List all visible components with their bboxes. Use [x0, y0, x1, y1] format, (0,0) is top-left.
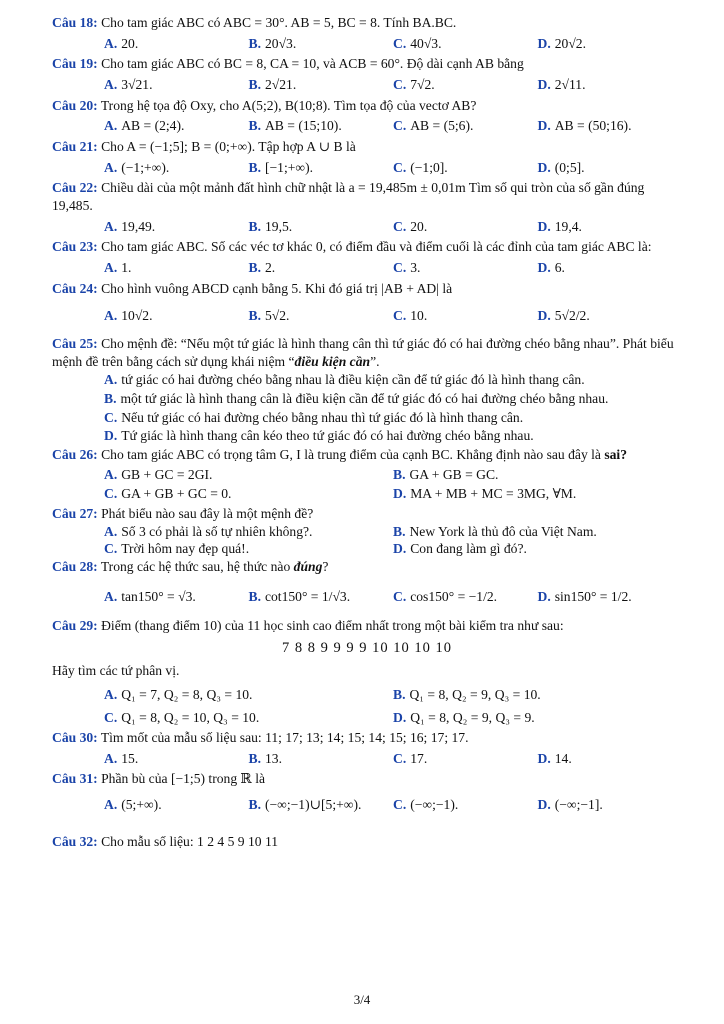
- option-d[interactable]: D. MA + MB + MC = 3MG, ∀M.: [393, 486, 577, 502]
- option-c[interactable]: C. Trời hôm nay đẹp quá!.: [104, 541, 250, 557]
- question-stem: Cho tam giác ABC có ABC = 30°. AB = 5, BC = 8. Tính BA.BC.: [97, 15, 457, 30]
- option-c[interactable]: C. 10.: [393, 308, 428, 324]
- option-a[interactable]: A. GB + GC = 2GI.: [104, 466, 213, 482]
- question-31: [52, 770, 682, 788]
- option-b[interactable]: B. 13.: [248, 750, 282, 766]
- emphasis-text: đúng: [293, 559, 323, 575]
- question-stem: Cho mẫu số liệu: 1 2 4 5 9 10 11: [97, 833, 279, 849]
- option-d[interactable]: D. (−∞;−1].: [537, 797, 603, 813]
- question-29: [52, 617, 682, 635]
- question-stem: Trong các hệ thức sau, hệ thức nào: [97, 559, 294, 575]
- question-stem: Cho hình vuông ABCD cạnh bằng 5. Khi đó giá trị |AB + AD| là: [97, 280, 453, 296]
- answer-options: [52, 371, 682, 445]
- answer-options: [52, 76, 682, 94]
- option-a[interactable]: A. Q₁ = 7, Q₂ = 8, Q₃ = 10.: [104, 686, 253, 702]
- emphasis-text: sai?: [604, 447, 628, 463]
- question-instruction: Hãy tìm các tứ phân vị.: [52, 663, 180, 678]
- question-stem: Phát biểu nào sau đây là một mệnh đề?: [97, 506, 314, 522]
- page-number: 3/4: [353, 992, 371, 1007]
- option-b[interactable]: B. 2.: [248, 260, 276, 276]
- option-d[interactable]: D. (0;5].: [537, 159, 585, 175]
- option-c[interactable]: C. Nếu tứ giác có hai đường chéo bằng nhau thì tứ giác đó là hình thang cân.: [104, 409, 524, 425]
- question-stem: Cho A = (−1;5]; B = (0;+∞). Tập hợp A ∪ B là: [97, 139, 356, 155]
- option-c[interactable]: C. (−∞;−1).: [393, 797, 459, 813]
- question-26: [52, 446, 682, 464]
- option-c[interactable]: C. 17.: [393, 750, 428, 766]
- option-b[interactable]: B. [−1;+∞).: [248, 159, 314, 175]
- option-b[interactable]: B. 5√2.: [248, 308, 290, 324]
- question-number: Câu 27:: [52, 506, 98, 522]
- option-b[interactable]: B. Q₁ = 8, Q₂ = 9, Q₃ = 10.: [393, 686, 541, 702]
- option-c[interactable]: C. AB = (5;6).: [393, 118, 474, 134]
- question-number: Câu 31:: [52, 771, 98, 787]
- question-23: [52, 238, 682, 256]
- question-number: Câu 18:: [52, 15, 98, 30]
- answer-options: [52, 307, 682, 325]
- option-d[interactable]: D. 14.: [537, 750, 572, 766]
- option-b[interactable]: B. New York là thủ đô của Việt Nam.: [393, 523, 597, 539]
- option-d[interactable]: D. Con đang làm gì đó?.: [393, 541, 527, 557]
- question-number: Câu 29:: [52, 618, 98, 634]
- answer-options: [52, 796, 682, 814]
- question-number: Câu 20:: [52, 97, 98, 113]
- option-c[interactable]: C. (−1;0].: [393, 159, 448, 175]
- question-number: Câu 24:: [52, 280, 98, 296]
- option-d[interactable]: D. 2√11.: [537, 77, 586, 93]
- option-a[interactable]: A. 20.: [104, 35, 139, 51]
- question-stem: Cho tam giác ABC có trọng tâm G, I là trung điểm của cạnh BC. Khẳng định nào sau đây là: [97, 447, 605, 463]
- answer-options: [52, 35, 682, 53]
- answer-options: [52, 588, 682, 606]
- option-d[interactable]: D. 19,4.: [537, 218, 582, 234]
- option-c[interactable]: C. 20.: [393, 218, 428, 234]
- option-b[interactable]: B. 19,5.: [248, 218, 293, 234]
- answer-options: [52, 218, 682, 236]
- exam-page: [52, 14, 682, 850]
- option-c[interactable]: C. 40√3.: [393, 35, 442, 51]
- option-d[interactable]: D. Q₁ = 8, Q₂ = 9, Q₃ = 9.: [393, 710, 535, 726]
- question-stem: Cho mệnh đề: “Nếu một tứ giác là hình thang cân thì tứ giác đó có hai đường chéo bằng nhau”. Phát biểu mệnh đề trên bằng cách sử dụng khái niệm “: [52, 336, 674, 369]
- option-a[interactable]: A. 10√2.: [104, 308, 153, 324]
- answer-options-row: [52, 686, 682, 704]
- option-b[interactable]: B. cot150° = 1/√3.: [248, 588, 351, 604]
- question-stem: Chiều dài của một mảnh đất hình chữ nhật là a = 19,485m ± 0,01m Tìm số qui tròn của số gần đúng 19,485.: [52, 180, 645, 214]
- question-20: [52, 97, 682, 115]
- question-32: [52, 833, 682, 851]
- question-number: Câu 23:: [52, 239, 98, 255]
- question-stem: Tìm mốt của mẫu số liệu sau: 11; 17; 13; 14; 15; 14; 15; 16; 17; 17.: [97, 730, 469, 746]
- option-b[interactable]: B. 20√3.: [248, 35, 297, 51]
- option-a[interactable]: A. 1.: [104, 260, 132, 276]
- question-number: Câu 32:: [52, 833, 98, 849]
- question-stem: Phần bù của [−1;5) trong ℝ là: [97, 771, 266, 787]
- option-c[interactable]: C. GA + GB + GC = 0.: [104, 486, 232, 502]
- emphasis-text: điều kiện cần: [294, 353, 371, 369]
- option-c[interactable]: C. Q₁ = 8, Q₂ = 10, Q₃ = 10.: [104, 710, 260, 726]
- option-d[interactable]: D. 6.: [537, 260, 565, 276]
- question-number: Câu 25:: [52, 336, 98, 352]
- question-stem: Trong hệ tọa độ Oxy, cho A(5;2), B(10;8). Tìm tọa độ của vectơ AB?: [97, 97, 477, 113]
- question-stem: Điểm (thang điểm 10) của 11 học sinh cao điểm nhất trong một bài kiểm tra như sau:: [97, 618, 564, 634]
- question-number: Câu 26:: [52, 447, 98, 463]
- answer-options-row: [52, 466, 682, 484]
- option-c[interactable]: C. 7√2.: [393, 77, 435, 93]
- data-sequence: 7 8 8 9 9 9 9 10 10 10 10: [282, 640, 452, 657]
- question-19: [52, 55, 682, 73]
- answer-options: [52, 750, 682, 768]
- question-number: Câu 22:: [52, 180, 98, 196]
- option-a[interactable]: A. tan150° = √3.: [104, 588, 196, 604]
- option-a[interactable]: A. Số 3 có phải là số tự nhiên không?.: [104, 523, 313, 539]
- answer-options: [52, 117, 682, 135]
- question-24: [52, 280, 682, 298]
- question-number: Câu 19:: [52, 56, 98, 72]
- option-d[interactable]: D. 20√2.: [537, 35, 586, 51]
- option-c[interactable]: C. cos150° = −1/2.: [393, 588, 498, 604]
- option-d[interactable]: D. Tứ giác là hình thang cân kéo theo tứ giác đó có hai đường chéo bằng nhau.: [104, 428, 534, 444]
- option-a[interactable]: A. (−1;+∞).: [104, 159, 170, 175]
- option-c[interactable]: C. 3.: [393, 260, 421, 276]
- question-28: Câu 28: Trong các hệ thức sau, hệ thức nào đúng?: [52, 559, 329, 575]
- option-a[interactable]: A. 3√21.: [104, 77, 153, 93]
- option-d[interactable]: D. AB = (50;16).: [537, 118, 632, 134]
- question-27: [52, 505, 682, 523]
- option-a[interactable]: A. 15.: [104, 750, 139, 766]
- option-b[interactable]: B. (−∞;−1)∪[5;+∞).: [248, 797, 362, 813]
- question-22: [52, 179, 682, 214]
- option-b[interactable]: B. một tứ giác là hình thang cân là điều kiện cần để tứ giác đó có hai đường chéo bằng nhau.: [104, 391, 609, 407]
- question-number: Câu 21:: [52, 139, 98, 155]
- option-a[interactable]: A. AB = (2;4).: [104, 118, 185, 134]
- option-a[interactable]: A. (5;+∞).: [104, 797, 162, 813]
- option-b[interactable]: B. AB = (15;10).: [248, 118, 342, 134]
- option-d[interactable]: D. sin150° = 1/2.: [537, 588, 632, 604]
- question-number: Câu 28:: [52, 559, 98, 575]
- answer-options-row: [52, 523, 682, 541]
- option-b[interactable]: B. GA + GB = GC.: [393, 466, 499, 482]
- answer-options: [52, 259, 682, 277]
- answer-options-row: [52, 540, 682, 558]
- question-number: Câu 30:: [52, 730, 98, 746]
- question-18: [52, 14, 682, 32]
- question-stem: Cho tam giác ABC có BC = 8, CA = 10, và ACB = 60°. Độ dài cạnh AB bằng: [97, 56, 524, 72]
- question-25: Câu 25: Cho mệnh đề: “Nếu một tứ giác là hình thang cân thì tứ giác đó có hai đường chéo bằng nhau”. Phát biểu mệnh đề trên bằng cách sử dụng khái niệm “điều kiện cần”.: [52, 336, 674, 369]
- answer-options: [52, 159, 682, 177]
- question-30: [52, 729, 682, 747]
- option-b[interactable]: B. 2√21.: [248, 77, 297, 93]
- question-21: [52, 138, 682, 156]
- option-a[interactable]: A. tứ giác có hai đường chéo bằng nhau là điều kiện cần để tứ giác đó là hình thang cân.: [104, 372, 585, 388]
- option-d[interactable]: D. 5√2/2.: [537, 308, 590, 324]
- option-a[interactable]: A. 19,49.: [104, 218, 156, 234]
- answer-options-row: [52, 709, 682, 727]
- question-stem: Cho tam giác ABC. Số các véc tơ khác 0, có điểm đầu và điểm cuối là các đỉnh của tam giác ABC là:: [97, 239, 652, 255]
- answer-options-row: [52, 485, 682, 503]
